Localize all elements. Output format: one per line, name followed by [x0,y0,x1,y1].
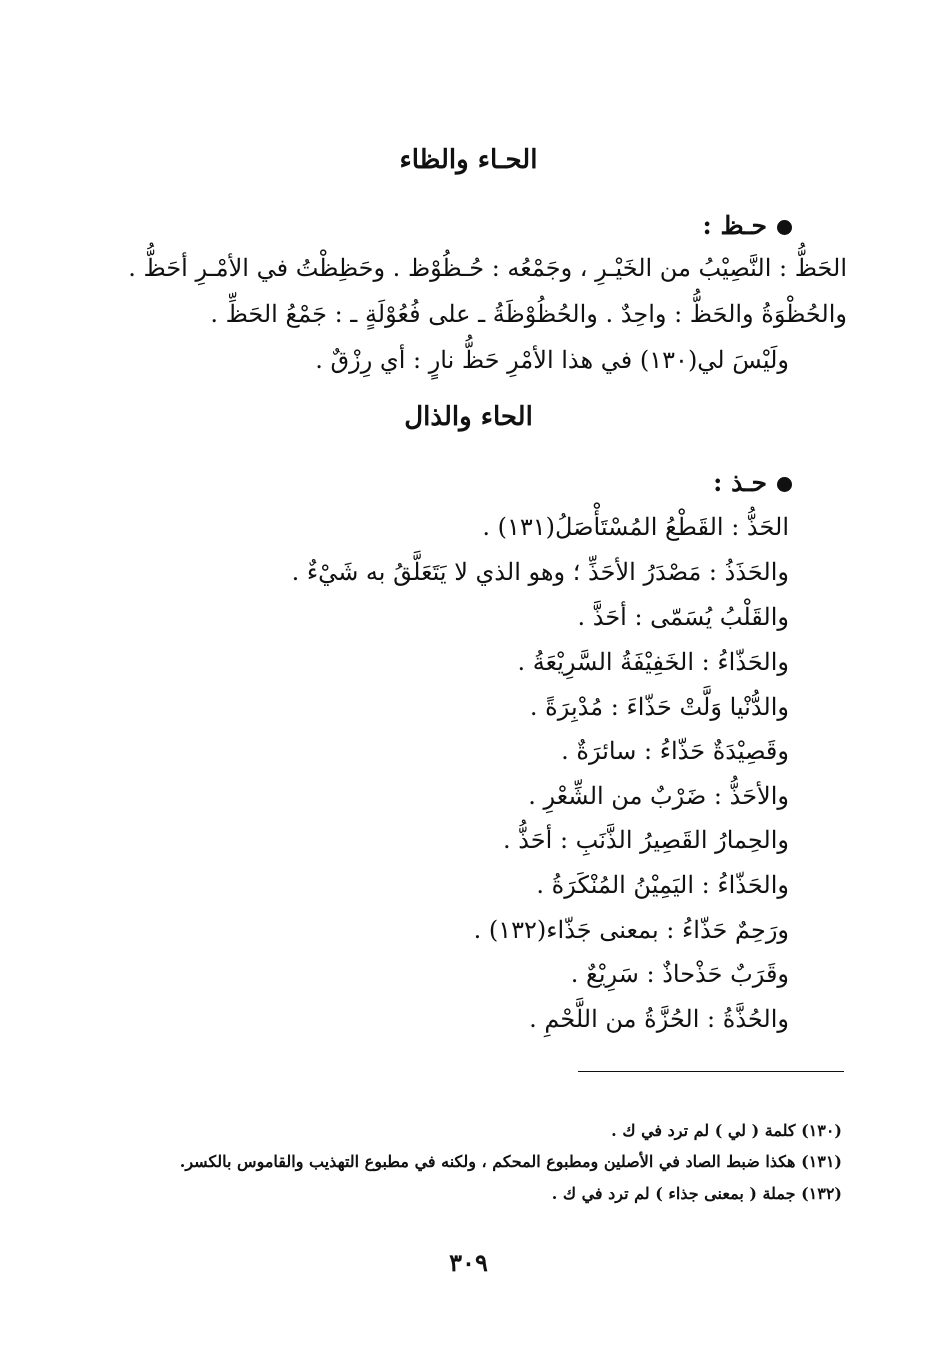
text-line: والقَلْبُ يُسَمّى : أحَذَّ . [577,603,789,631]
footnote-130: (١٣٠) كلمة ( لي ) لم ترد في ك . [611,1121,842,1140]
text-line: والحُظْوَةُ والحَظُّ : واحِدٌ . والحُظُوْظَةُ ـ على فُعُوْلَةٍ ـ : جَمْعُ الحَظِّ . [210,300,847,328]
text-line: والحَذَذُ : مَصْدَرُ الأحَذِّ ؛ وهو الذي لا يَتَعَلَّقُ به شَيْءٌ . [291,558,789,586]
text-line: والحَذّاءُ : اليَمِيْنُ المُنْكَرَةُ . [536,871,789,899]
section-title-ha-za: الحـاء والظاء [399,145,538,175]
page-number: ٣٠٩ [449,1248,488,1277]
text-line: والأحَذُّ : ضَرْبٌ من الشِّعْرِ . [528,782,789,810]
text-line: والحُذَّةُ : الحُزَّةُ من اللَّحْمِ . [529,1005,789,1033]
entry-heading-label: حـظ : [702,211,767,240]
footnote-131: (١٣١) هكذا ضبط الصاد في الأصلين ومطبوع المحكم ، ولكنه في مطبوع التهذيب والقاموس بالكسر. [179,1152,842,1171]
footnote-divider [578,1071,844,1072]
text-line: والحِمارُ القَصِيرُ الذَّنَبِ : أحَذُّ . [502,826,789,854]
text-line: ورَحِمٌ حَذّاءُ : بمعنى جَذّاء(١٣٢) . [473,916,789,944]
text-line: الحَذُّ : القَطْعُ المُسْتَأْصَلُ(١٣١) . [482,513,789,541]
text-line: والدُّنْيا وَلَّتْ حَذّاءَ : مُدْبِرَةً . [529,693,789,721]
entry-heading-label: حـذ : [713,468,767,497]
section-title-ha-dhal: الحاء والذال [404,402,533,432]
entry-heading-hz [703,210,792,242]
text-line: الحَظُّ : النَّصِيْبُ من الخَيْـرِ ، وجَمْعُه : حُـظُوْظ . وحَظِظْتُ في الأمْـرِ أحَظُّ . [128,254,847,282]
text-line: ولَيْسَ لي(١٣٠) في هذا الأمْرِ حَظُّ نارٍ : أي رِزْقٌ . [315,346,789,374]
text-line: والحَذّاءُ : الخَفِيْفَةُ السَّرِيْعَةُ . [517,648,789,676]
footnote-132: (١٣٢) جملة ( بمعنى جذاء ) لم ترد في ك . [551,1184,842,1203]
text-line: وقَصِيْدَةٌ حَذّاءُ : سائرَةٌ . [561,737,789,765]
text-line: وقَرَبٌ حَذْحاذٌ : سَرِيْعٌ . [570,960,789,988]
entry-heading-hdh [713,467,792,499]
bullet-icon [777,477,792,492]
bullet-icon [777,220,792,235]
